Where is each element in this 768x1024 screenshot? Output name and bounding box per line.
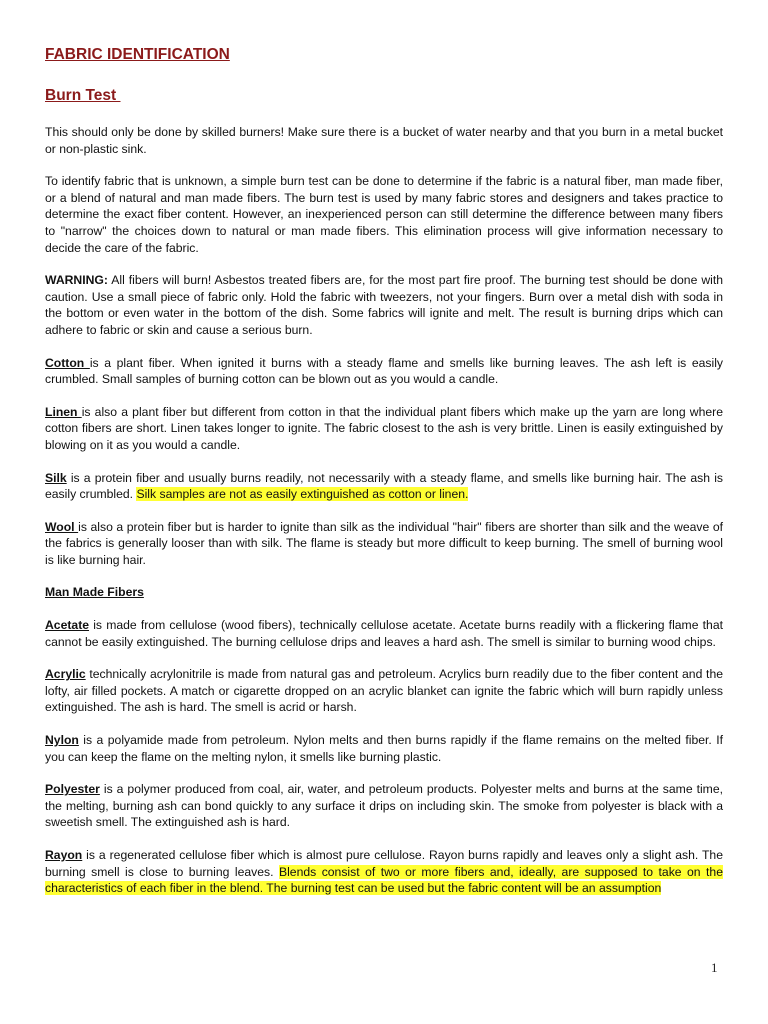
linen-term: Linen — [45, 404, 82, 419]
nylon-term: Nylon — [45, 733, 79, 748]
polyester-term: Polyester — [45, 782, 100, 797]
section-title-burn-test: Burn Test — [45, 87, 121, 104]
cotton-paragraph — [45, 355, 723, 388]
silk-term: Silk — [45, 470, 67, 485]
acetate-text: is made from cellulose (wood fibers), technically cellulose acetate. Acetate burns readily with a flickering flame that cannot be easily extinguished. The burning cellulose drips and leaves a hard ash. The smell is similar to burning wood chips. — [45, 618, 723, 649]
linen-paragraph — [45, 404, 723, 454]
wool-paragraph — [45, 519, 723, 569]
document-body — [45, 124, 723, 913]
rayon-highlight: Blends consist of two or more fibers and, ideally, are supposed to take on the characteristics of each fiber in the blend. The burning test can be used but the fabric content will be an assumption — [45, 864, 723, 896]
cotton-term: Cotton — [45, 355, 90, 370]
rayon-term: Rayon — [45, 848, 83, 862]
silk-text: is a protein fiber and usually burns readily, not necessarily with a steady flame, and smells like burning hair. The ash is easily crumbled. — [45, 470, 723, 502]
rayon-paragraph — [45, 847, 723, 897]
silk-paragraph — [45, 470, 723, 503]
page-number: 1 — [711, 960, 718, 975]
acrylic-term: Acrylic — [45, 667, 86, 682]
nylon-paragraph — [45, 732, 723, 765]
wool-term: Wool — [45, 519, 79, 534]
warning-label: WARNING: — [45, 273, 108, 288]
man-made-heading: Man Made Fibers — [45, 585, 144, 600]
acetate-paragraph — [45, 617, 723, 650]
silk-highlight: Silk samples are not as easily extinguished as cotton or linen. — [136, 487, 469, 502]
acrylic-paragraph — [45, 666, 723, 716]
rayon-text: is a regenerated cellulose fiber which is almost pure cellulose. Rayon burns rapidly and leaves only a slight ash. The burning smell is close to burning leaves. — [45, 848, 723, 879]
wool-text: is also a protein fiber but is harder to ignite than silk as the individual "hair" fibers are shorter than silk and the weave of the fabrics is generally looser than with silk. The flame is steady but more difficult to keep burning. The smell of burning wool is like burning hair. — [45, 519, 723, 567]
acrylic-text: technically acrylonitrile is made from natural gas and petroleum. Acrylics burn readily due to the fiber content and the lofty, air filled pockets. A match or cigarette dropped on an acrylic blanket can ignite the fabric which will burn rapidly unless extinguished. The ash is hard. The smell is acrid or harsh. — [45, 667, 723, 715]
acetate-term: Acetate — [45, 618, 90, 633]
polyester-paragraph — [45, 781, 723, 831]
purpose-paragraph: To identify fabric that is unknown, a simple burn test can be done to determine if the fabric is a natural fiber, man made fiber, or a blend of natural and man made fibers. The burn test is used by many fabric stores and designers and takes practice to determine the exact fiber content. However, an inexperienced person can still determine the difference between many fibers to "narrow" the choices down to natural or man made fibers. This elimination process will give information necessary to decide the care of the fabric. — [45, 174, 723, 255]
polyester-text: is a polymer produced from coal, air, water, and petroleum products. Polyester melts and burns at the same time, the melting, burning ash can bond quickly to any surface it drips on including skin. The smoke from polyester is black with a sweetish smell. The extinguished ash is hard. — [45, 782, 723, 830]
warning-text: All fibers will burn! Asbestos treated fibers are, for the most part fire proof. The burning test should be done with caution. Use a small piece of fabric only. Hold the fabric with tweezers, not your fingers. Burn over a metal dish with soda in the bottom or even water in the bottom of the dish. Some fabrics will ignite and melt. The result is burning drips which can adhere to fabric or skin and cause a serious burn. — [45, 273, 723, 337]
linen-text: is also a plant fiber but different from cotton in that the individual plant fibers which make up the yarn are long where cotton fibers are short. Linen takes longer to ignite. The fabric closest to the ash is very brittle. Linen is easily extinguished by blowing on it as you would a candle. — [45, 404, 723, 452]
page-title: FABRIC IDENTIFICATION — [45, 46, 230, 63]
nylon-text: is a polyamide made from petroleum. Nylon melts and then burns rapidly if the flame remains on the melted fiber. If you can keep the flame on the melting nylon, it smells like burning plastic. — [45, 733, 723, 764]
cotton-text: is a plant fiber. When ignited it burns with a steady flame and smells like burning leaves. The ash left is easily crumbled. Small samples of burning cotton can be blown out as you would a candle. — [45, 355, 724, 387]
warning-paragraph — [45, 272, 723, 338]
intro-paragraph: This should only be done by skilled burners! Make sure there is a bucket of water nearby and that you burn in a metal bucket or non-plastic sink. — [45, 125, 723, 156]
